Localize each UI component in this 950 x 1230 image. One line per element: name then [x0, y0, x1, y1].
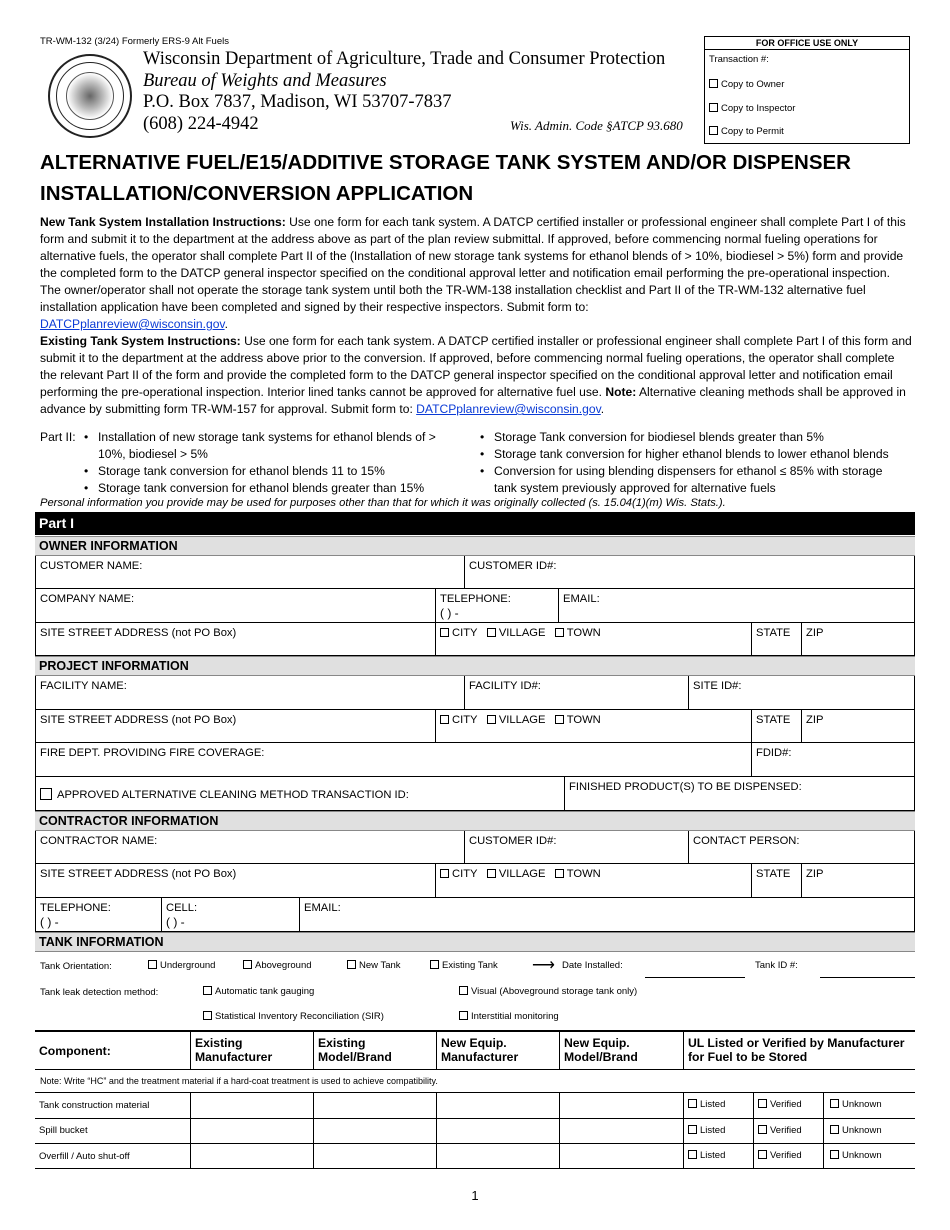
- listed-checkbox[interactable]: Listed: [688, 1150, 725, 1161]
- tank-section-heading: TANK INFORMATION: [35, 932, 915, 952]
- owner-section-heading: OWNER INFORMATION: [35, 536, 915, 556]
- list-item: Storage tank conversion for ethanol blends greater than 15%: [98, 481, 425, 495]
- instructions: [40, 214, 912, 418]
- new-tank-option[interactable]: New Tank: [347, 960, 401, 971]
- contractor-cell-field[interactable]: CELL: ( ) -: [161, 898, 299, 931]
- table-row: Spill bucket Listed Verified Unknown: [35, 1119, 915, 1144]
- existing-tank-instructions: Existing Tank System Instructions: Use one form for each tank system. A DATCP certified installer or professional engineer shall complete Part I of this form and submit it to the department at the address above prior to the conversion. If approved, before commencing normal fueling operations, the operator shall complete the relevant Part II of the form and provide the completed form to the DATCP general inspector specified on the conditional approval letter and notification email performing the pre-operational inspection. Interior lined tanks cannot be approved for alternative fuel use. Note: Alternative cleaning methods shall be approved in advance by submitting form TR-WM-157 for approval. Submit form to: DATCPplanreview@wisconsin.gov.: [40, 334, 912, 416]
- city-checkbox[interactable]: [440, 715, 449, 724]
- tank-id-input[interactable]: [820, 977, 915, 978]
- city-checkbox[interactable]: [440, 869, 449, 878]
- cleaning-method-field[interactable]: APPROVED ALTERNATIVE CLEANING METHOD TRANSACTION ID:: [36, 777, 564, 810]
- contractor-customer-id-field[interactable]: CUSTOMER ID#:: [464, 831, 688, 863]
- checkbox[interactable]: [430, 960, 439, 969]
- col-new-model: New Equip. Model/Brand: [564, 1036, 638, 1064]
- col-ul-listed: UL Listed or Verified by Manufacturer for Fuel to be Stored: [688, 1036, 905, 1064]
- checkbox[interactable]: [709, 126, 718, 135]
- copy-to-permit[interactable]: Copy to Permit: [709, 126, 784, 137]
- contractor-row-3: [35, 898, 915, 932]
- finished-products-field[interactable]: FINISHED PRODUCT(S) TO BE DISPENSED:: [564, 777, 914, 810]
- project-state-field[interactable]: STATE: [751, 710, 801, 742]
- hard-coat-note: Note: Write “HC” and the treatment material if a hard-coat treatment is used to achieve compatibility.: [40, 1076, 438, 1086]
- unknown-checkbox[interactable]: Unknown: [830, 1150, 882, 1161]
- list-item: Conversion for using blending dispensers for ethanol ≤ 85% with storage tank system previously approved for alternative fuels: [494, 464, 883, 495]
- copy-to-owner[interactable]: Copy to Owner: [709, 79, 784, 90]
- checkbox[interactable]: [243, 960, 252, 969]
- owner-row-3: [35, 623, 915, 656]
- owner-row-2: [35, 589, 915, 623]
- part2-list-right: • Storage Tank conversion for biodiesel blends greater than 5% • Storage tank conversion for higher ethanol blends to lower ethanol blends • Conversion for using blending dispensers for ethanol ≤ 85% with storage tank system previously approved for alternative fuels: [480, 429, 910, 497]
- existing-tank-option[interactable]: Existing Tank: [430, 960, 498, 971]
- customer-name-field[interactable]: CUSTOMER NAME:: [40, 560, 143, 572]
- unknown-checkbox[interactable]: Unknown: [830, 1099, 882, 1110]
- company-name-field[interactable]: COMPANY NAME:: [40, 593, 135, 605]
- project-section-heading: PROJECT INFORMATION: [35, 656, 915, 676]
- town-checkbox[interactable]: [555, 628, 564, 637]
- city-checkbox[interactable]: [440, 628, 449, 637]
- verified-checkbox[interactable]: Verified: [758, 1150, 802, 1161]
- contractor-section-heading: CONTRACTOR INFORMATION: [35, 811, 915, 831]
- site-address-field[interactable]: SITE STREET ADDRESS (not PO Box): [40, 627, 237, 639]
- town-checkbox[interactable]: [555, 715, 564, 724]
- part1-header: Part I: [35, 512, 915, 535]
- checkbox[interactable]: [203, 986, 212, 995]
- copy-to-inspector[interactable]: Copy to Inspector: [709, 103, 795, 114]
- site-id-field[interactable]: SITE ID#:: [688, 676, 914, 709]
- wisconsin-seal-logo: [48, 54, 132, 138]
- list-item: Storage Tank conversion for biodiesel blends greater than 5%: [494, 430, 824, 444]
- component-table-header: [35, 1032, 915, 1069]
- project-zip-field[interactable]: ZIP: [801, 710, 914, 742]
- checkbox[interactable]: [709, 103, 718, 112]
- plan-review-email-link[interactable]: DATCPplanreview@wisconsin.gov: [40, 317, 225, 331]
- office-use-box: [704, 36, 910, 144]
- visual-option[interactable]: Visual (Aboveground storage tank only): [459, 986, 637, 997]
- arrow-right-icon: ⟶: [532, 957, 555, 974]
- tank-orientation-label: Tank Orientation:: [40, 961, 112, 972]
- department-name: Wisconsin Department of Agriculture, Trade and Consumer Protection: [143, 49, 666, 69]
- date-installed-input[interactable]: [645, 977, 745, 978]
- checkbox[interactable]: [459, 1011, 468, 1020]
- list-item: Storage tank conversion for ethanol blends 11 to 15%: [98, 464, 385, 478]
- office-use-title: FOR OFFICE USE ONLY: [705, 37, 909, 50]
- project-row-4: [35, 777, 915, 811]
- state-field[interactable]: STATE: [751, 623, 801, 655]
- checkbox[interactable]: [203, 1011, 212, 1020]
- list-item: Installation of new storage tank systems for ethanol blends of > 10%, biodiesel > 5%: [98, 430, 436, 461]
- table-row: Overfill / Auto shut-off Listed Verified Unknown: [35, 1144, 915, 1169]
- bureau-name: Bureau of Weights and Measures: [143, 70, 387, 91]
- col-existing-model: Existing Model/Brand: [318, 1036, 392, 1064]
- list-item: Storage tank conversion for higher ethanol blends to lower ethanol blends: [494, 447, 889, 461]
- cleaning-method-checkbox[interactable]: [40, 788, 52, 800]
- privacy-notice: Personal information you provide may be used for purposes other than that for which it was originally collected (s. 15.04(1)(m) Wis. Stats.).: [40, 497, 726, 509]
- contractor-zip-field[interactable]: ZIP: [801, 864, 914, 897]
- project-row-1: [35, 676, 915, 710]
- interstitial-option[interactable]: Interstitial monitoring: [459, 1011, 559, 1022]
- col-component: Component:: [39, 1044, 111, 1058]
- date-installed-label: Date Installed:: [562, 960, 623, 971]
- village-checkbox[interactable]: [487, 715, 496, 724]
- project-site-address-field[interactable]: SITE STREET ADDRESS (not PO Box): [40, 714, 237, 726]
- facility-id-field[interactable]: FACILITY ID#:: [464, 676, 688, 709]
- phone-number: (608) 224-4942: [143, 113, 259, 134]
- project-row-3: [35, 743, 915, 777]
- contractor-row-2: [35, 864, 915, 898]
- project-municipality-type: CITY VILLAGE TOWN: [435, 710, 751, 742]
- listed-checkbox[interactable]: Listed: [688, 1099, 725, 1110]
- page-number: 1: [471, 1188, 479, 1203]
- verified-checkbox[interactable]: Verified: [758, 1099, 802, 1110]
- leak-detection-label: Tank leak detection method:: [40, 987, 159, 998]
- unknown-checkbox[interactable]: Unknown: [830, 1125, 882, 1136]
- contractor-email-field[interactable]: EMAIL:: [299, 898, 914, 931]
- underground-option[interactable]: Underground: [148, 960, 215, 971]
- project-row-2: [35, 710, 915, 743]
- email-field[interactable]: EMAIL:: [558, 589, 914, 622]
- fire-dept-field[interactable]: FIRE DEPT. PROVIDING FIRE COVERAGE:: [40, 747, 265, 759]
- table-row: Tank construction material Listed Verified Unknown: [35, 1093, 915, 1119]
- plan-review-email-link-2[interactable]: DATCPplanreview@wisconsin.gov: [416, 402, 601, 416]
- listed-checkbox[interactable]: Listed: [688, 1125, 725, 1136]
- part2-list-left: • Installation of new storage tank systems for ethanol blends of > 10%, biodiesel > 5% • Storage tank conversion for ethanol blends 11 to 15% • Storage tank conversion for ethanol blends greater than 15%: [84, 429, 454, 497]
- admin-code: Wis. Admin. Code §ATCP 93.680: [510, 118, 683, 133]
- checkbox[interactable]: [347, 960, 356, 969]
- zip-field[interactable]: ZIP: [801, 623, 914, 655]
- sir-option[interactable]: Statistical Inventory Reconciliation (SIR): [203, 1011, 384, 1022]
- contractor-telephone-field[interactable]: TELEPHONE: ( ) -: [40, 902, 111, 929]
- contractor-address-field[interactable]: SITE STREET ADDRESS (not PO Box): [40, 868, 237, 880]
- municipality-type: CITY VILLAGE TOWN: [435, 623, 751, 655]
- tank-id-label: Tank ID #:: [755, 960, 798, 971]
- town-checkbox[interactable]: [555, 869, 564, 878]
- checkbox[interactable]: [148, 960, 157, 969]
- verified-checkbox[interactable]: Verified: [758, 1125, 802, 1136]
- contractor-municipality-type: CITY VILLAGE TOWN: [435, 864, 751, 897]
- telephone-field[interactable]: TELEPHONE: ( ) -: [435, 589, 558, 622]
- form-code: TR-WM-132 (3/24) Formerly ERS-9 Alt Fuels: [40, 36, 229, 47]
- mailing-address: P.O. Box 7837, Madison, WI 53707-7837: [143, 92, 452, 113]
- col-existing-manufacturer: Existing Manufacturer: [195, 1036, 273, 1064]
- contractor-name-field[interactable]: CONTRACTOR NAME:: [40, 835, 158, 847]
- owner-row-1: [35, 556, 915, 589]
- contractor-row-1: [35, 831, 915, 864]
- checkbox[interactable]: [459, 986, 468, 995]
- col-new-manufacturer: New Equip. Manufacturer: [441, 1036, 519, 1064]
- part2-label: Part II:: [40, 430, 76, 444]
- auto-gauging-option[interactable]: Automatic tank gauging: [203, 986, 314, 997]
- contractor-state-field[interactable]: STATE: [751, 864, 801, 897]
- village-checkbox[interactable]: [487, 628, 496, 637]
- facility-name-field[interactable]: FACILITY NAME:: [40, 680, 127, 692]
- form-title: ALTERNATIVE FUEL/E15/ADDITIVE STORAGE TANK SYSTEM AND/OR DISPENSER INSTALLATION/CONVERSION APPLICATION: [40, 151, 851, 205]
- aboveground-option[interactable]: Aboveground: [243, 960, 312, 971]
- fdid-field[interactable]: FDID#:: [751, 743, 914, 776]
- new-tank-instructions: New Tank System Installation Instructions: Use one form for each tank system. A DATCP certified installer or professional engineer shall complete Part I of this form and submit it to the department at the address above as part of the plan review submittal. If approved, before commencing normal fueling operations for alternative fuels, the operator shall complete Part II of the (Installation of new storage tank systems for ethanol blends of > 10%, biodiesel > 5%) form and provide the completed form to the DATCP general inspector specified on the conditional approval letter and notification email performing the pre-operational inspection. The owner/operator shall not operate the storage tank system until both the TR-WM-138 installation checklist and Part II of the TR-WM-132 alternative fuel installation application have been completed and signed by their respective inspectors. Submit form to: DATCPplanreview@wisconsin.gov.: [40, 215, 906, 331]
- contact-person-field[interactable]: CONTACT PERSON:: [688, 831, 914, 863]
- village-checkbox[interactable]: [487, 869, 496, 878]
- checkbox[interactable]: [709, 79, 718, 88]
- transaction-number-label: Transaction #:: [709, 54, 769, 65]
- customer-id-field[interactable]: CUSTOMER ID#:: [464, 556, 914, 588]
